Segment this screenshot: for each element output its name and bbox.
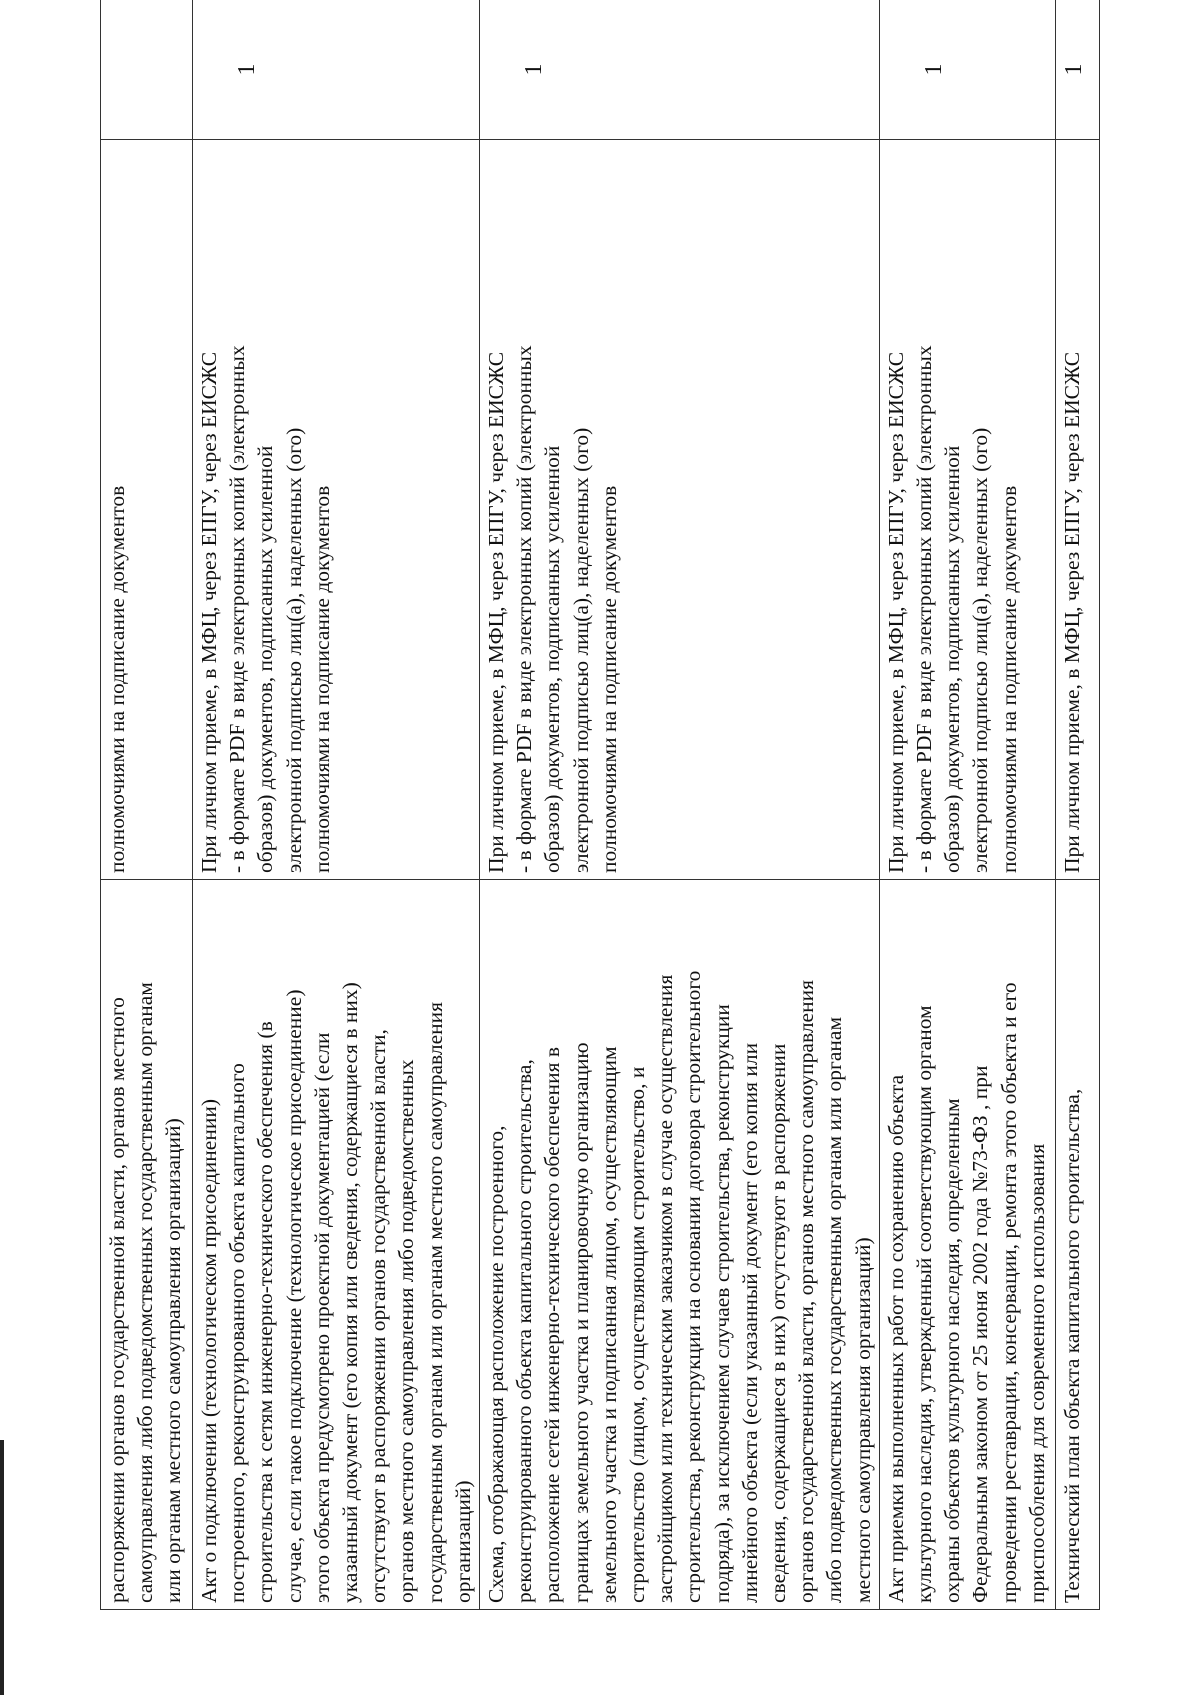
document-description-cell: распоряжении органов государственной власти, органов местного самоуправления либо подведомственных государственным органам или органам местного самоуправления организаций) xyxy=(101,880,193,1610)
delivery-method-cell: полномочиями на подписание документов xyxy=(101,140,193,880)
delivery-method-cell: При личном приеме, в МФЦ, через ЕПГУ, через ЕИСЖС - в формате PDF в виде электронных копий (электронных образов) документов, подписанных усиленной электронной подписью лиц(а), наделенных (ого) полномочиями на подписание документов xyxy=(879,140,1055,880)
copies-count-cell xyxy=(101,0,193,140)
table-row xyxy=(1055,0,1099,1610)
document-description-cell: Акт приемки выполненных работ по сохранению объекта культурного наследия, утвержденный соответствующим органом охраны объектов культурного наследия, определенным Федеральным законом от 25 июня 2002 года №73-ФЗ , при проведении реставрации, консервации, ремонта этого объекта и его приспособления для современного использования xyxy=(879,880,1055,1610)
copies-count-cell: 1 xyxy=(480,0,880,140)
document-description-cell: Акт о подключении (технологическом присоединении) построенного, реконструированного объекта капитального строительства к сетям инженерно-технического обеспечения (в случае, если такое подключение (технологическое присоединение) этого объекта предусмотрено проектной документацией (если указанный документ (его копия или сведения, содержащиеся в них) отсутствуют в распоряжении органов государственной власти, органов местного самоуправления либо подведомственных государственным органам или органам местного самоуправления организаций) xyxy=(193,880,480,1610)
table-row xyxy=(480,0,880,1610)
delivery-method-cell: При личном приеме, в МФЦ, через ЕПГУ, через ЕИСЖС xyxy=(1055,140,1099,880)
table-row xyxy=(101,0,193,1610)
document-description-cell: Схема, отображающая расположение построенного, реконструированного объекта капитального строительства, расположение сетей инженерно-технического обеспечения в границах земельного участка и планировочную организацию земельного участка и подписанная лицом, осуществляющим строительство (лицом, осуществляющим строительство, и застройщиком или техническим заказчиком в случае осуществления строительства, реконструкции на основании договора строительного подряда), за исключением случаев строительства, реконструкции линейного объекта (если указанный документ (его копия или сведения, содержащиеся в них) отсутствуют в распоряжении органов государственной власти, органов местного самоуправления либо подведомственных государственным органам или органам местного самоуправления организаций) xyxy=(480,880,880,1610)
documents-table xyxy=(100,0,1100,1610)
rotated-document-page xyxy=(100,0,1087,1610)
copies-count-cell: 1 xyxy=(193,0,480,140)
table-row xyxy=(879,0,1055,1610)
delivery-method-cell: При личном приеме, в МФЦ, через ЕПГУ, через ЕИСЖС - в формате PDF в виде электронных копий (электронных образов) документов, подписанных усиленной электронной подписью лиц(а), наделенных (ого) полномочиями на подписание документов xyxy=(480,140,880,880)
table-row xyxy=(193,0,480,1610)
scan-edge-mark xyxy=(0,1440,4,1695)
copies-count-cell: 1 xyxy=(1055,0,1099,140)
document-description-cell: Технический план объекта капитального строительства, xyxy=(1055,880,1099,1610)
delivery-method-cell: При личном приеме, в МФЦ, через ЕПГУ, через ЕИСЖС - в формате PDF в виде электронных копий (электронных образов) документов, подписанных усиленной электронной подписью лиц(а), наделенных (ого) полномочиями на подписание документов xyxy=(193,140,480,880)
copies-count-cell: 1 xyxy=(879,0,1055,140)
